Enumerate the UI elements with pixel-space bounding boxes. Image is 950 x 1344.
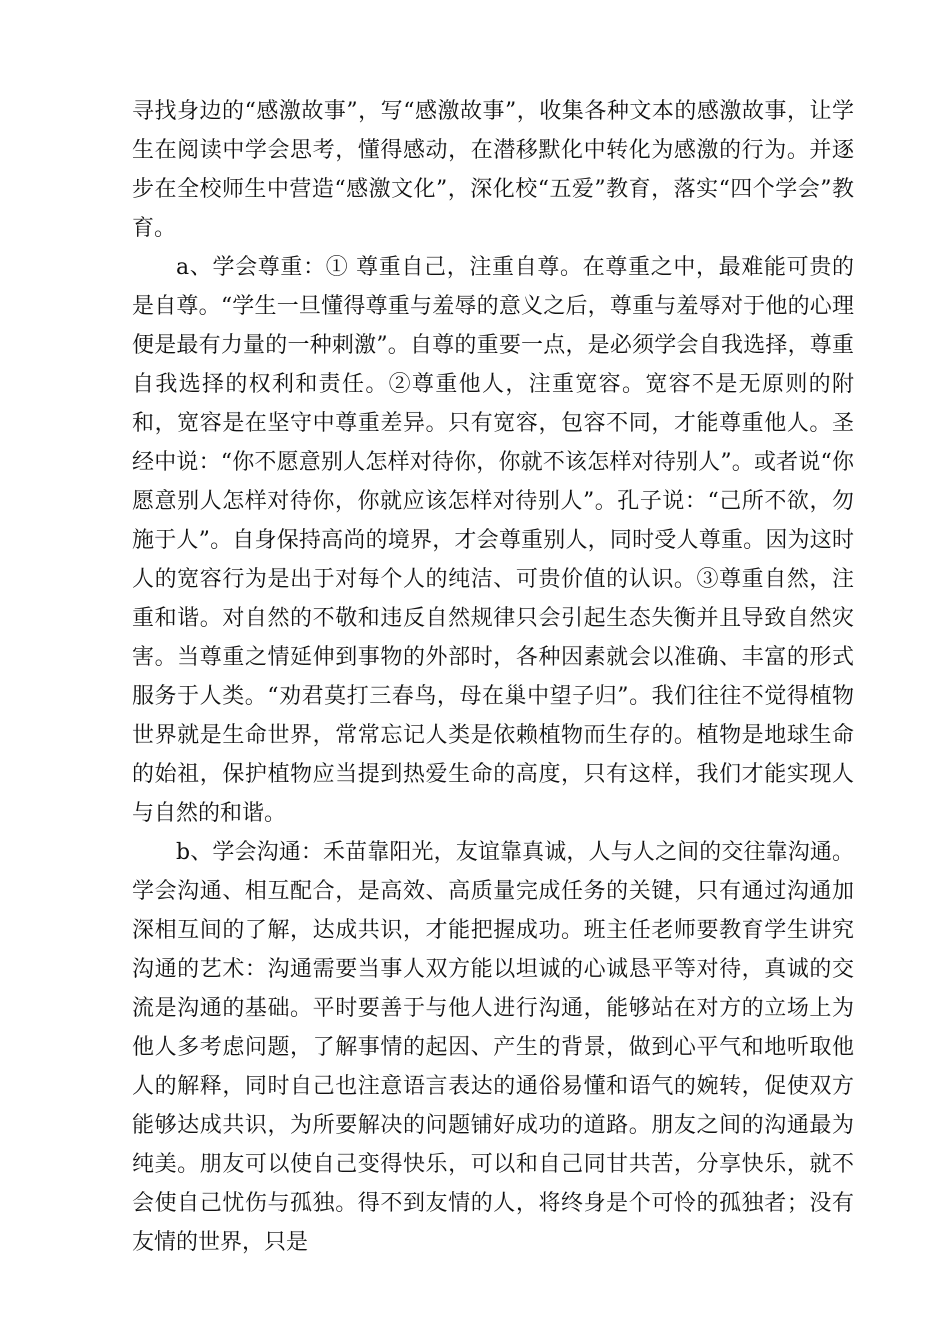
paragraph-learn-communication: b、学会沟通：禾苗靠阳光，友谊靠真诚，人与人之间的交往靠沟通。学会沟通、相互配合，是高效、高质量完成任务的关键，只有通过沟通加深相互间的了解，达成共识，才能把握成功。班主任老师要教育学生讲究沟通的艺术：沟通需要当事人双方能以坦诚的心诚恳平等对待，真诚的交流是沟通的基础。平时要善于与他人进行沟通，能够站在对方的立场上为他人多考虑问题，了解事情的起因、产生的背景，做到心平气和地听取他人的解释，同时自己也注意语言表达的通俗易懂和语气的婉转，促使双方能够达成共识，为所要解决的问题铺好成功的道路。朋友之间的沟通最为纯美。朋友可以使自己变得快乐，可以和自己同甘共苦，分享快乐，就不会使自己忧伤与孤独。得不到友情的人，将终身是个可怜的孤独者；没有友情的世界，只是 [132, 840, 854, 1255]
paragraph-intro: 寻找身边的“感激故事”，写“感激故事”，收集各种文本的感激故事，让学生在阅读中学会思考，懂得感动，在潜移默化中转化为感激的行为。并逐步在全校师生中营造“感激文化”，深化校“五爱”教育，落实“四个学会”教育。 [132, 99, 854, 241]
paragraph-learn-respect: a、学会尊重：① 尊重自己，注重自尊。在尊重之中，最难能可贵的是自尊。“学生一旦懂得尊重与羞辱的意义之后，尊重与羞辱对于他的心理便是最有力量的一种刺激”。自尊的重要一点，是必须学会自我选择，尊重自我选择的权利和责任。②尊重他人，注重宽容。宽容不是无原则的附和，宽容是在坚守中尊重差异。只有宽容，包容不同，才能尊重他人。圣经中说：“你不愿意别人怎样对待你，你就不该怎样对待别人”。或者说“你愿意别人怎样对待你，你就应该怎样对待别人”。孔子说：“己所不欲，勿施于人”。自身保持高尚的境界，才会尊重别人，同时受人尊重。因为这时人的宽容行为是出于对每个人的纯洁、可贵价值的认识。③尊重自然，注重和谐。对自然的不敬和违反自然规律只会引起生态失衡并且导致自然灾害。当尊重之情延伸到事物的外部时，各种因素就会以准确、丰富的形式服务于人类。“劝君莫打三春鸟，母在巢中望子归”。我们往往不觉得植物世界就是生命世界，常常忘记人类是依赖植物而生存的。植物是地球生命的始祖，保护植物应当提到热爱生命的高度，只有这样，我们才能实现人与自然的和谐。 [132, 255, 854, 826]
document-body [132, 92, 854, 1262]
